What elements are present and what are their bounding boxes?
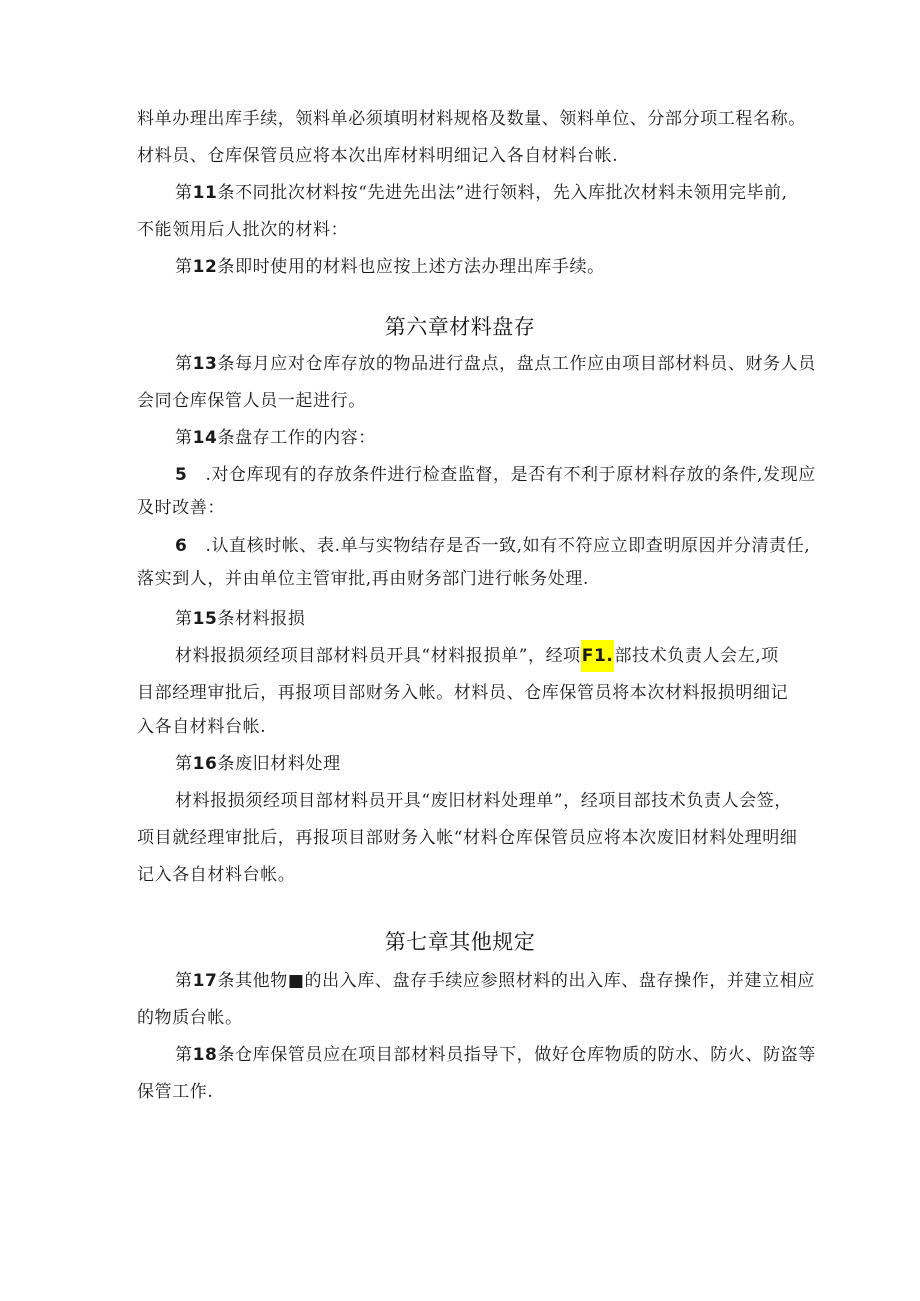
paragraph-10-line-1: 料单办理出库手续，领料单必须填明材料规格及数量、领料单位、分部分项工程名称。 xyxy=(137,109,806,129)
article-16-body-line-1: 材料报损须经项目部材料员开具“废旧材料处理单”，经项目部技术负责人会签， xyxy=(175,791,792,811)
article-number: 15 xyxy=(192,609,218,629)
article-number: 13 xyxy=(192,354,218,374)
article-prefix: 第 xyxy=(175,257,193,277)
article-prefix: 第 xyxy=(175,428,193,448)
article-text: 条即时使用的材料也应按上述方法办理出库手续。 xyxy=(217,257,605,277)
article-13-line-1 xyxy=(175,353,816,375)
article-17-line-2: 的物质台帐。 xyxy=(137,1008,243,1028)
article-16-title xyxy=(175,753,341,775)
article-18-line-2: 保管工作. xyxy=(137,1082,214,1102)
article-prefix: 第 xyxy=(175,609,193,629)
article-number: 12 xyxy=(192,257,218,277)
paragraph-10-line-2: 材料员、仓库保管员应将本次出库材料明细记入各自材料台帐. xyxy=(137,146,619,166)
item-number: 6 xyxy=(175,536,188,556)
article-16-body-line-2: 项目就经理审批后，再报项目部财务入帐“材料仓库保管员应将本次废旧材料处理明细 xyxy=(137,828,798,848)
article-text: 部技术负责人会左,项 xyxy=(614,646,779,666)
article-text: 条材料报损 xyxy=(217,609,306,629)
article-text: 条盘存工作的内容： xyxy=(217,428,376,448)
article-text: 条其他物■的出入库、盘存手续应参照材料的出入库、盘存操作，并建立相应 xyxy=(217,971,815,991)
item-number: 5 xyxy=(175,465,188,485)
article-number: 17 xyxy=(192,971,218,991)
article-13-line-2: 会同仓库保管人员一起进行。 xyxy=(137,391,366,411)
article-number: 16 xyxy=(192,754,218,774)
article-number: 18 xyxy=(192,1045,218,1065)
article-prefix: 第 xyxy=(175,754,193,774)
article-17-line-1 xyxy=(175,970,815,992)
article-16-body-line-3: 记入各自材料台帐。 xyxy=(137,865,296,885)
highlighted-text: F1. xyxy=(581,640,615,672)
article-11-line-1 xyxy=(175,182,788,204)
item-6-line-2: 落实到人，并由单位主管审批,再由财务部门进行帐务处理. xyxy=(137,569,590,589)
article-18-line-1 xyxy=(175,1044,816,1066)
article-12 xyxy=(175,256,605,278)
article-prefix: 第 xyxy=(175,1045,193,1065)
article-prefix: 第 xyxy=(175,183,193,203)
article-number: 14 xyxy=(192,428,218,448)
article-text: 条不同批次材料按“先进先出法”进行领料，先入库批次材料未领用完毕前, xyxy=(217,183,788,203)
article-text: 材料报损须经项目部材料员开具“材料报损单”，经项 xyxy=(175,646,581,666)
item-5-line-1 xyxy=(175,464,816,486)
chapter-7-heading: 第七章其他规定 xyxy=(384,930,536,954)
article-15-body-line-2: 目部经理审批后，再报项目部财务入帐。材料员、仓库保管员将本次材料报损明细记 xyxy=(137,683,789,703)
article-number: 11 xyxy=(192,183,218,203)
article-text: 条废旧材料处理 xyxy=(217,754,341,774)
article-15-title xyxy=(175,608,305,630)
article-11-line-2: 不能领用后人批次的材料： xyxy=(137,220,349,240)
article-15-body-line-3: 入各自材料台帐. xyxy=(137,717,267,737)
article-prefix: 第 xyxy=(175,354,193,374)
item-text: .对仓库现有的存放条件进行检查监督，是否有不利于原材料存放的条件,发现应 xyxy=(187,465,816,485)
article-15-body-line-1 xyxy=(175,645,779,667)
article-prefix: 第 xyxy=(175,971,193,991)
item-6-line-1 xyxy=(175,535,810,557)
article-text: 条仓库保管员应在项目部材料员指导下，做好仓库物质的防水、防火、防盗等 xyxy=(217,1045,816,1065)
item-5-line-2: 及时改善： xyxy=(137,498,225,518)
item-text: .认直核时帐、表.单与实物结存是否一致,如有不符应立即查明原因并分清责任, xyxy=(187,536,811,556)
article-text: 条每月应对仓库存放的物品进行盘点，盘点工作应由项目部材料员、财务人员 xyxy=(217,354,816,374)
chapter-6-heading: 第六章材料盘存 xyxy=(384,315,536,339)
article-14 xyxy=(175,427,376,449)
